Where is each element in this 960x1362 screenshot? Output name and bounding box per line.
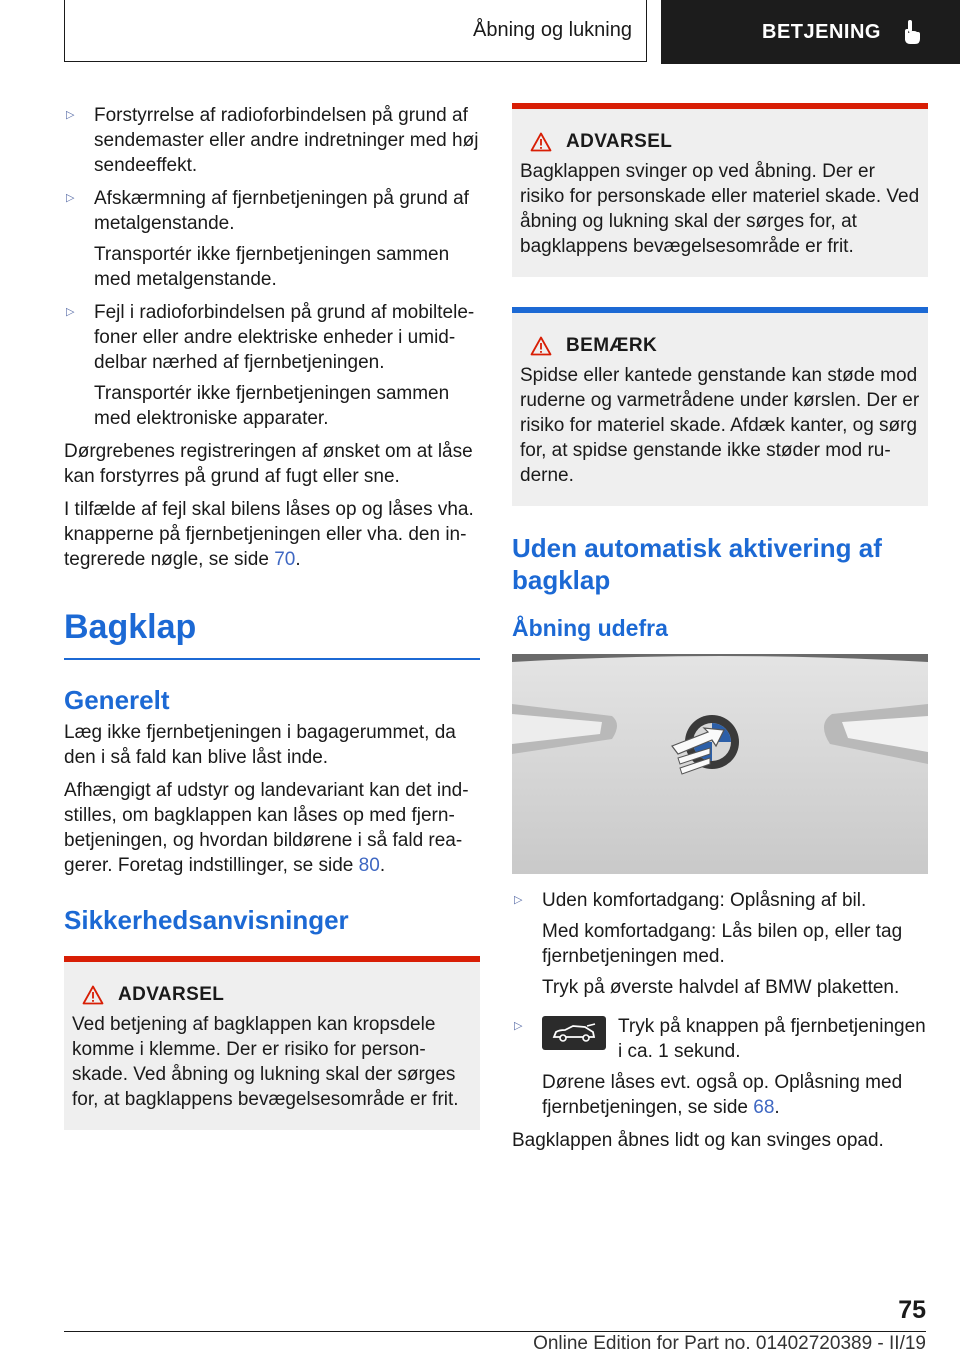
- header-section-title: [64, 0, 647, 62]
- left-column: [64, 103, 480, 1130]
- bullet-text: Fejl i radioforbindelsen på grund af mobiltelefoner eller andre elektriske enheder i umiddelbar nærhed af fjernbetjeningen.: [94, 302, 475, 373]
- page-link[interactable]: 70: [274, 549, 296, 570]
- tailgate-photo: [512, 654, 928, 874]
- paragraph: Afhængigt af udstyr og landevariant kan det indstilles, om bagklappen kan låses op med fjernbetjeningen, og hvordan bildørene i så fald reagerer. Foretag indstillinger, se side 80.: [64, 780, 469, 876]
- bullet-text: Uden komfortadgang: Oplåsning af bil.: [542, 890, 867, 911]
- header-chapter-tab: [661, 0, 960, 64]
- bullet-subtext: Transportér ikke fjernbetjeningen sammen med metalgenstande.: [94, 244, 450, 290]
- page-link[interactable]: 68: [753, 1097, 775, 1118]
- paragraph: I tilfælde af fejl skal bilens låses op og låses vha. knapperne på fjernbetjeningen eller vha. den integrerede nøgle, se side 70.: [64, 499, 474, 570]
- note-title: BEMÆRK: [566, 335, 658, 356]
- warning-box: [64, 956, 480, 1130]
- triangle-bullet-icon: ▷: [514, 1020, 523, 1032]
- heading-bagklap: Bagklap: [64, 608, 197, 646]
- bullet-text: Forstyrrelse af radioforbindelsen på grund af sendemaster eller andre indretninger med høj sendeeffekt.: [94, 105, 479, 176]
- bullet-subtext: Transportér ikke fjernbetjeningen sammen med elektroniske apparater.: [94, 383, 450, 429]
- paragraph: Dørgrebenes registreringen af ønsket om at låse kan forstyrres på grund af fugt eller sne.: [64, 441, 473, 487]
- page-link[interactable]: 80: [358, 855, 380, 876]
- bullet-item: [64, 103, 480, 178]
- triangle-bullet-icon: ▷: [514, 894, 523, 906]
- warning-text: Bagklappen svinger op ved åbning. Der er risiko for personskade eller materiel skade. Ved åbning og lukning skal der sørges for, at bagklappens bevægelsesområde er frit.: [520, 161, 920, 257]
- triangle-bullet-icon: ▷: [66, 306, 75, 318]
- remote-tailgate-button-icon: [542, 1016, 606, 1050]
- heading-rule: [64, 658, 480, 660]
- warning-box: [512, 103, 928, 277]
- warning-triangle-icon: [530, 132, 552, 152]
- bullet-subtext: Tryk på øverste halvdel af BMW plaketten.: [542, 977, 900, 998]
- warning-text: Ved betjening af bagklappen kan kropsdele komme i klemme. Der er risiko for personskade. Ved åbning og lukning skal der sørges for, at bagklappens bevægelsesområde er frit.: [72, 1014, 459, 1110]
- bullet-subtext: Dørene låses evt. også op. Oplåsning med fjernbetjeningen, se side 68.: [542, 1072, 903, 1118]
- bullet-item: [64, 186, 480, 292]
- heading-sikkerhed: Sikkerhedsanvisninger: [64, 905, 349, 935]
- triangle-bullet-icon: ▷: [66, 109, 75, 121]
- footer-edition: Online Edition for Part no. 01402720389 - II/19: [533, 1333, 926, 1354]
- chapter-label: BETJENING: [762, 20, 881, 43]
- warning-title: ADVARSEL: [566, 131, 673, 152]
- bullet-subtext: Med komfortadgang: Lås bilen op, eller tag fjernbetjeningen med.: [542, 921, 903, 967]
- pointing-hand-icon: [901, 19, 923, 45]
- note-box: [512, 307, 928, 506]
- bullet-item: [64, 300, 480, 431]
- bullet-item: [512, 888, 928, 1000]
- page-number: 75: [898, 1296, 926, 1324]
- note-text: Spidse eller kantede genstande kan støde mod ruderne og varmetrådene under kørslen. Der er risiko for materiel skade. Afdæk kanter, og sørg for, at spidse genstande ikke støder mod ruderne.: [520, 365, 920, 486]
- warning-triangle-icon: [82, 985, 104, 1005]
- heading-aabning-udefra: Åbning udefra: [512, 615, 668, 641]
- paragraph: Bagklappen åbnes lidt og kan svinges opad.: [512, 1130, 884, 1151]
- heading-generelt: Generelt: [64, 685, 170, 715]
- heading-uden-automatisk: Uden automatisk aktivering af bagklap: [512, 533, 882, 595]
- bullet-item: [512, 1014, 928, 1120]
- warning-triangle-icon: [530, 336, 552, 356]
- section-title: Åbning og lukning: [472, 19, 632, 41]
- right-column: [512, 103, 928, 1153]
- bullet-text: Afskærmning af fjernbetjeningen på grund af metalgenstande.: [94, 188, 469, 234]
- paragraph: Læg ikke fjernbetjeningen i bagagerummet, da den i så fald kan blive låst inde.: [64, 722, 456, 768]
- warning-title: ADVARSEL: [118, 984, 225, 1005]
- bullet-text: Tryk på knappen på fjernbetjeningen i ca. 1 sekund.: [618, 1016, 926, 1062]
- footer-rule: [64, 1331, 926, 1332]
- triangle-bullet-icon: ▷: [66, 192, 75, 204]
